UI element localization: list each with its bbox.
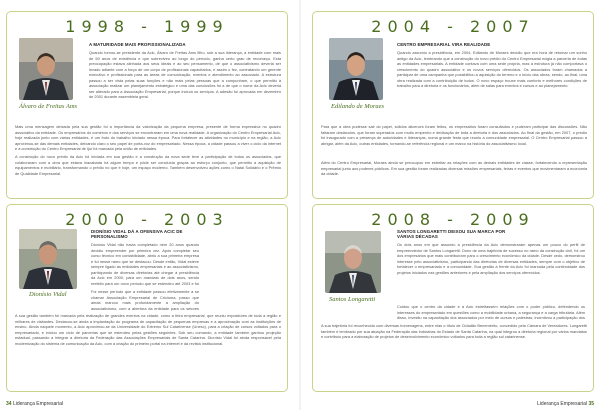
portrait-photo: [325, 231, 381, 293]
years-title: 1998 - 1999: [51, 11, 242, 36]
paragraph-2: Para que a obra pudesse sair do papel, sólidos alicerces foram feitos, os empresários foram consultados e puderam participar das discussões. Não faltaram obstáculos, que foram superados com muito empenho e dedicação de toda a diretoria e dos associados. Ao final da gestão, em 2007, o prédio foi inaugurado com a presença de autoridades e lideranças, numa grande festa que reuniu a comunidade empresarial. O Centro Empresarial passou a abrigar, além da Acic, outras entidades, tornando-se referência regional e um marco na história do associativismo local.: [321, 124, 587, 146]
section-heading: SANTOS LONGARETTI DEIXOU SUA MARCA POR VÁRIAS DÉCADAS: [397, 229, 506, 240]
section-2000-2003: [6, 204, 288, 392]
paragraph-3: Além do Centro Empresarial, Moraes ainda se preocupou em estreitar as relações com as demais entidades de classe, fortalecendo a representação empresarial junto aos poderes públicos. Em sua gestão foram realizadas diversas missões empresariais, feiras e eventos que movimentaram a economia da cidade.: [321, 160, 587, 176]
page-number-left: 34: [6, 401, 12, 407]
paragraph-1: Quando assumiu a presidência, em 2004, Edilando de Moraes decidiu que era hora de retomar um sonho antigo da Acic, lembrando que a construção do novo prédio do Centro Empresarial exigia a parceria de todas as entidades empresariais. A entidade contava com uma sede própria, mas a estrutura já não comportava o crescimento do quadro associativo e os novos serviços oferecidos. Os associados foram chamados a participar de uma campanha que possibilitou a aquisição do terreno e o início das obras, sendo, ao final, uma obra realizada com a contribuição de todos. O novo espaço trouxe mais conforto e melhores condições de trabalho para a diretoria e os funcionários, além de salas para eventos e cursos e ao planejamento.: [397, 50, 587, 88]
years-title: 2000 - 2003: [51, 204, 242, 229]
footer-title-right: Liderança Empresarial: [537, 401, 588, 407]
portrait-photo: [19, 229, 77, 289]
portrait-caption: Dionísio Vidal: [29, 291, 67, 298]
paragraph-2: Mais uma mensagem deixada pela sua gestão foi a importância da valorização da pequena empresa, presente de forma expressiva no quadro associativo da entidade. Os empresários do comércio e dos serviços se encontraram em uma nova realidade. A organização do Centro Empresarial Acic, hoje realizada junto com várias entidades, é um fruto do trabalho iniciado nessa época. Para fortalecer as atividades no município e na região, a Acic aproximou-se das demais entidades, deixando claro o seu papel de porta-voz do empresariado. Nessa época, a cidade passou a viver o ciclo da internet e a construção do Centro Empresarial de Ijuí foi marcada pela união de entidades.: [15, 124, 281, 151]
footer-title-left: Liderança Empresarial: [12, 401, 63, 407]
paragraph-2: Cuidou que o centro da cidade e a Acic estreitassem relações com o poder público, defendendo os interesses do empresariado em questões como a mobilidade urbana, a segurança e a carga tributária. Além disso, investiu na capacitação dos associados por meio de cursos e palestras, incentivou a participação dos: [397, 304, 585, 320]
paragraph-3: A sua trajetória foi reconhecida com diversas homenagens, entre elas o título de Cidadão Benemérito, concedido pela Câmara de Vereadores. Longaretti também é lembrado por sua atuação na Federação das Indústrias do Estado de Santa Catarina, na qual integrou a diretoria regional por vários mandatos e contribuiu para a elaboração de projetos de desenvolvimento econômico voltados para toda a região sul catarinense.: [321, 323, 587, 339]
paragraph-1: Quando tornou-se presidente da Acic, Álvaro de Freitas Ams filho, sob a sua liderança, a entidade com mais de 50 anos de existência e que sobreviveu ao longo do período, ganha certo grau de recomeço. Esta preocupação estava alinhada aos seus ideais e ao seu pensamento, de que o associativismo deveria ser levado adiante com a força de um corpo de profissionais capacitados, e assim o fez, contratando um gerente executivo e profissionais para as áreas de comunicação, eventos e atendimento ao associado. A estrutura passou a ser vista pelas suas funções e não mais pelas pessoas que a compunham, o que permitiu à associação realizar um planejamento estratégico e uma das conclusões foi a de que o nome da Acic deveria ser alterado para a Associação Empresarial, porque incluía os serviços. A adesão foi aprovada em dezembro de 2001 durante assembleia geral.: [89, 50, 281, 99]
paragraph-1: Dionísio Vidal não havia completado nem 20 anos quando decidiu empreender por primeira vez. Após completar seu curso técnico em contabilidade, abriu a sua primeira empresa e foi nesse ramo que se destacou. Desde então, Vidal esteve sempre ligado às entidades empresariais e ao associativismo, participando de diversas diretorias até chegar à presidência da Acic em 2000, para um mandato de dois anos, sendo reeleito para um novo período que se estendeu até 2003 e foi: [91, 242, 199, 286]
section-heading: CENTRO EMPRESARIAL VIRA REALIDADE: [397, 42, 491, 47]
page-number-right: 35: [588, 401, 594, 407]
section-heading: A MATURIDADE MAIS PROFISSIONALIZADA: [89, 42, 186, 47]
section-heading: DIONÍSIO VIDAL DÁ A OFENSIVA ACIC DE PERSONALISMO: [91, 229, 183, 240]
paragraph-1: Os dois anos em que assumiu a presidência da Acic demonstraram apenas um pouco do perfil de empreendedor de Santos Longaretti. Dono de uma trajetória de sucesso no ramo da construção civil, foi um dos empresários que mais contribuíram para o crescimento econômico da cidade. Desde cedo, demonstrou interesse pelo associativismo, participando das diretorias de diversas entidades, sempre com o objetivo de fortalecer o empresariado e a comunidade. Sua gestão à frente da Acic foi marcada pela continuidade dos projetos iniciados nas gestões anteriores e pela ampliação dos serviços oferecidos.: [397, 242, 585, 275]
portrait-photo: [329, 38, 383, 100]
portrait-caption: Edilando de Moraes: [331, 103, 385, 110]
section-2008-2009: [312, 204, 594, 392]
section-2004-2007: [312, 11, 594, 199]
portrait-caption: Santos Longaretti: [329, 296, 376, 303]
portrait-photo: [19, 38, 73, 100]
section-1998-1999: [6, 11, 288, 199]
portrait-caption: Álvaro de Freitas Ams: [19, 103, 78, 110]
years-title: 2004 - 2007: [357, 11, 548, 36]
years-title: 2008 - 2009: [357, 204, 548, 229]
paragraph-3: A construção do novo prédio da Acic foi iniciada em sua gestão e a construção da nova sede teve a participação de todos os associados, que colaboraram com a obra que estava inacabada há algum tempo e pôde ser concluída graças ao esforço conjunto, que permitiu a aquisição de equipamentos e mobiliário, transformando o prédio no que é hoje, um espaço moderno. Também desenvolveu ações como o Natal Solidário e o Prêmio de Qualidade Empresarial.: [15, 154, 281, 176]
footer-right: [537, 401, 594, 407]
paragraph-2: Foi nesse período que a entidade passou efetivamente a se chamar Associação Empresarial de Criciúma, passo que ainda marcou mais profundamente a ampliação do associativismo, com a abertura da entidade para os setores: [91, 289, 199, 311]
footer-left: [6, 401, 63, 407]
paragraph-3: A sua gestão também foi marcada pela realização de grandes eventos na cidade, como a feira empresarial, que reuniu expositores de toda a região e milhares de visitantes. Destacou-se ainda a implantação do programa de capacitação de pequenas empresas e a aproximação com as instituições de ensino. Ainda naquele momento, a Acic aproximou-se da Universidade do Extremo Sul Catarinense (Unesc), para a criação de cursos voltados para o empresariado, e iniciou um ciclo de parcerias que se estendeu pelas gestões seguintes. Sob seu comando, a entidade também ganhou projeção estadual, passando a integrar a diretoria da Federação das Associações Empresariais de Santa Catarina. Dionísio Vidal foi ainda responsável pela modernização do sistema de comunicação da Acic, com a criação do primeiro portal na internet e da revista institucional.: [15, 313, 281, 346]
page-spine: [299, 0, 301, 410]
